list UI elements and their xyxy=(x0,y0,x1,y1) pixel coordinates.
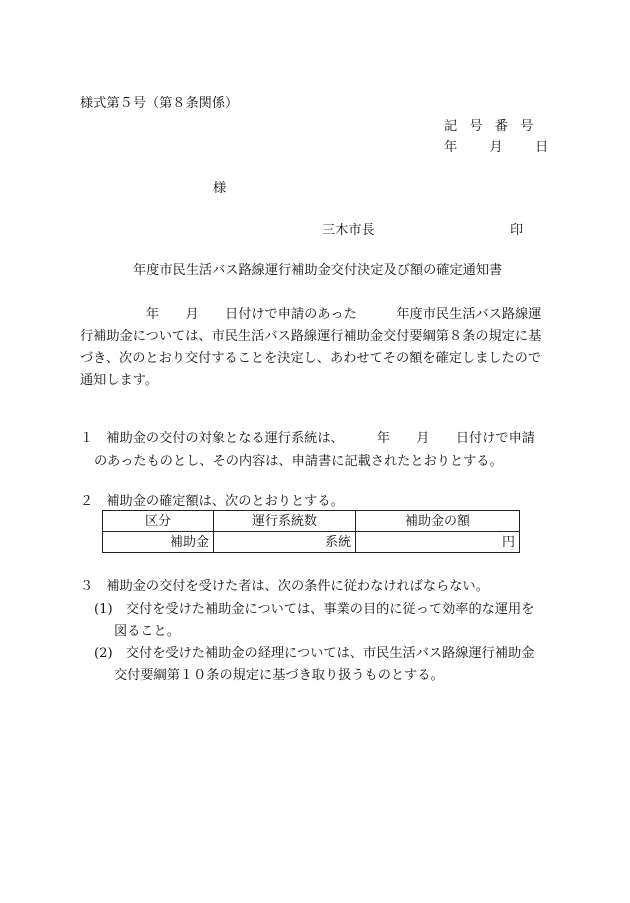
section-1-line-1: １ 補助金の交付の対象となる運行系統は、 年 月 日付けで申請 xyxy=(80,431,535,446)
seal-mark: 印 xyxy=(510,223,524,238)
section-3-item-2-line-2: 交付要綱第１０条の規定に基づき取り扱うものとする。 xyxy=(114,668,444,683)
table-header-row xyxy=(103,511,520,532)
document-title: 年度市民生活バス路線運行補助金交付決定及び額の確定通知書 xyxy=(133,263,503,278)
table-header-route-count: 運行系統数 xyxy=(214,511,356,532)
section-3-heading: ３ 補助金の交付を受けた者は、次の条件に従わなければならない。 xyxy=(80,579,489,594)
table-header-category: 区分 xyxy=(103,511,214,532)
table-cell-route-count: 系統 xyxy=(214,532,356,553)
table-cell-category: 補助金 xyxy=(103,532,214,553)
section-3-item-1-line-1: (1) 交付を受けた補助金については、事業の目的に従って効率的な運用を xyxy=(94,602,535,617)
body-text-line: 行補助金については、市民生活バス路線運行補助金交付要綱第８条の規定に基 xyxy=(80,329,542,344)
section-3-item-2-line-1: (2) 交付を受けた補助金の経理については、市民生活バス路線運行補助金 xyxy=(94,646,535,661)
table-row xyxy=(103,532,520,553)
body-text-line: 年 月 日付けで申請のあった 年度市民生活バス路線運 xyxy=(80,307,542,322)
section-3-item-1-line-2: 図ること。 xyxy=(114,624,180,639)
document-id-label: 記 号 番 号 xyxy=(444,119,538,134)
amount-table xyxy=(102,510,520,553)
document-date-label: 年 月 日 xyxy=(444,140,551,155)
body-text-line: 通知します。 xyxy=(80,373,159,388)
section-1-line-2: のあったものとし、その内容は、申請書に記載されたとおりとする。 xyxy=(94,454,503,469)
body-text-line: づき、次のとおり交付することを決定し、あわせてその額を確定しましたので xyxy=(80,351,542,366)
table-header-amount: 補助金の額 xyxy=(356,511,520,532)
addressee: 様 xyxy=(213,181,227,196)
table-cell-amount: 円 xyxy=(356,532,520,553)
sender-name: 三木市長 xyxy=(322,223,375,238)
form-number: 様式第５号（第８条関係） xyxy=(80,96,239,111)
section-2-heading: ２ 補助金の確定額は、次のとおりとする。 xyxy=(80,494,344,509)
